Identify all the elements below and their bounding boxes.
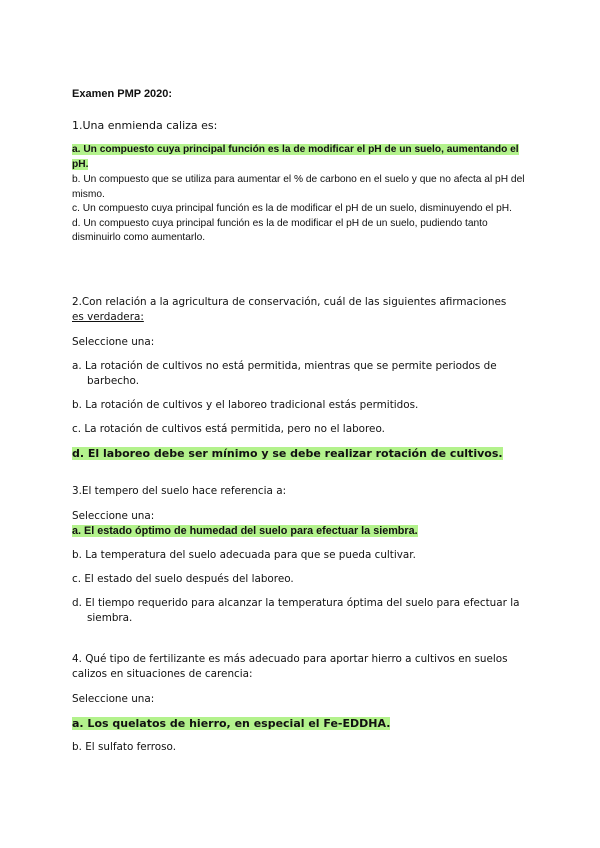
question-4 (72, 652, 532, 764)
question-3 (72, 484, 532, 635)
correct-option (72, 446, 532, 461)
option-b: b. La rotación de cultivos y el laboreo tradicional estás permitidos. (72, 399, 419, 411)
option-a: a. La rotación de cultivos no está permitida, mientras que se permite periodos de barbecho. (72, 360, 497, 387)
correct-option-text: d. El laboreo debe ser mínimo y se debe realizar rotación de cultivos. (72, 447, 503, 460)
correct-option (72, 524, 532, 539)
option-c: c. La rotación de cultivos está permitida, pero no el laboreo. (72, 423, 385, 435)
question-1 (72, 118, 532, 246)
question-stem-line: 2.Con relación a la agricultura de conservación, cuál de las siguientes afirmaciones (72, 296, 507, 308)
option-b: b. El sulfato ferroso. (72, 741, 177, 753)
question-stem: 1.Una enmienda caliza es: (72, 119, 218, 132)
question-stem: 4. Qué tipo de fertilizante es más adecuado para aportar hierro a cultivos en suelos calizos en situaciones de carencia: (72, 653, 508, 680)
select-prompt: Seleccione una: (72, 693, 155, 705)
question-stem (72, 295, 532, 325)
option-b: b. Un compuesto que se utiliza para aumentar el % de carbono en el suelo y que no afecta al pH del mismo. (72, 174, 525, 200)
correct-option-text: a. Un compuesto cuya principal función es la de modificar el pH de un suelo, aumentando el pH. (72, 144, 519, 170)
question-stem-emphasis: es verdadera: (72, 311, 144, 323)
option-d: d. El tiempo requerido para alcanzar la temperatura óptima del suelo para efectuar la siembra. (72, 596, 520, 624)
select-prompt: Seleccione una: (72, 510, 155, 522)
correct-option (72, 143, 532, 172)
option-c: c. El estado del suelo después del laboreo. (72, 572, 294, 585)
exam-title: Examen PMP 2020: (72, 88, 173, 100)
option-b: b. La temperatura del suelo adecuada para que se pueda cultivar. (72, 548, 416, 561)
option-d: d. Un compuesto cuya principal función es la de modificar el pH de un suelo, pudiendo tanto disminuirlo como aumentarlo. (72, 217, 488, 243)
question-2 (72, 295, 532, 470)
correct-option-text: a. El estado óptimo de humedad del suelo para efectuar la siembra. (72, 525, 418, 537)
correct-option-text: a. Los quelatos de hierro, en especial el Fe-EDDHA. (72, 717, 391, 730)
question-stem: 3.El tempero del suelo hace referencia a: (72, 485, 287, 497)
correct-option (72, 716, 532, 731)
option-c: c. Un compuesto cuya principal función es la de modificar el pH de un suelo, disminuyendo el pH. (72, 203, 512, 214)
select-prompt: Seleccione una: (72, 336, 155, 348)
